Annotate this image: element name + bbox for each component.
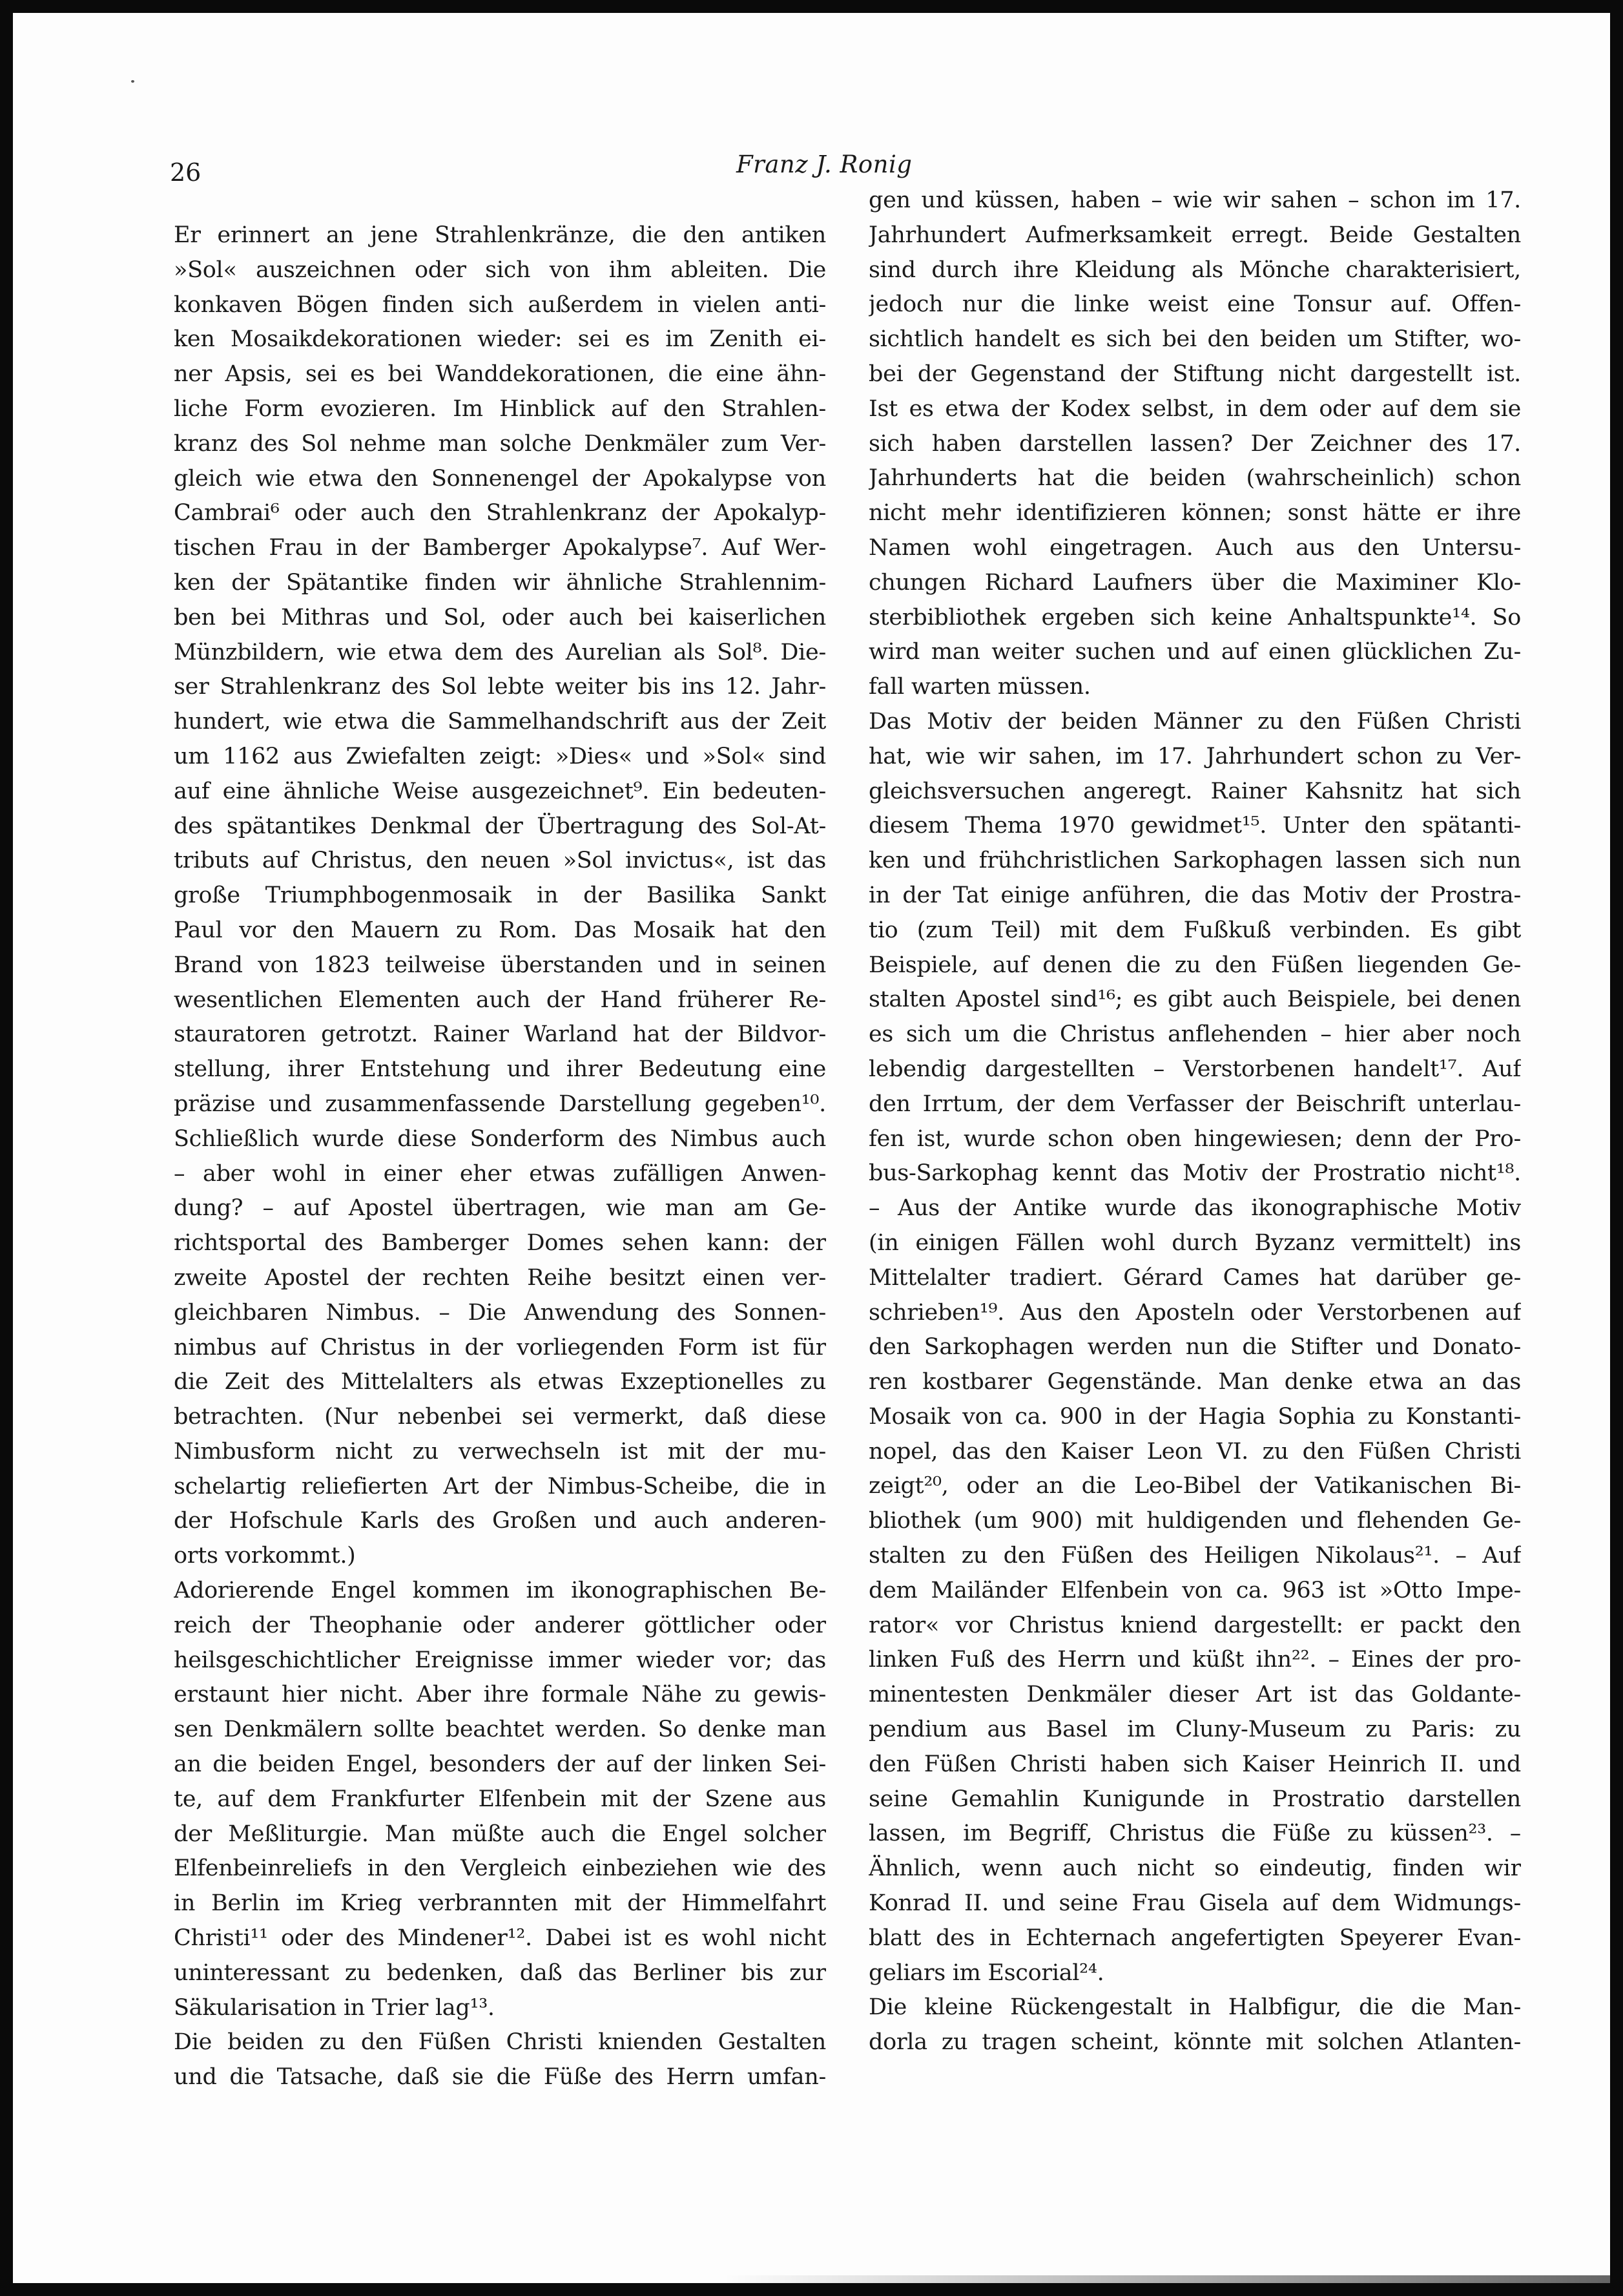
text-line: Mittelalter tradiert. Gérard Cames hat darüber ge- bbox=[869, 1264, 1521, 1291]
text-line: dung? – auf Apostel übertragen, wie man am Ge- bbox=[174, 1195, 826, 1222]
text-line: reich der Theophanie oder anderer göttlicher oder bbox=[174, 1612, 826, 1638]
page-number: 26 bbox=[170, 158, 202, 187]
text-line: Die beiden zu den Füßen Christi knienden Gestalten bbox=[174, 2029, 826, 2056]
text-line: pendium aus Basel im Cluny-Museum zu Paris: zu bbox=[869, 1717, 1521, 1743]
text-line: die Zeit des Mittelalters als etwas Exzeptionelles zu bbox=[174, 1369, 826, 1395]
text-line: tio (zum Teil) mit dem Fußkuß verbinden. Es gibt bbox=[869, 917, 1521, 943]
text-line: »Sol« auszeichnen oder sich von ihm ableiten. Die bbox=[174, 256, 826, 283]
text-line: tributs auf Christus, den neuen »Sol invictus«, ist das bbox=[174, 848, 826, 874]
text-line: kranz des Sol nehme man solche Denkmäler zum Ver- bbox=[174, 430, 826, 457]
text-line: Münzbildern, wie etwa dem des Aurelian als Sol⁸. Die- bbox=[174, 639, 826, 665]
text-line: stauratoren getrotzt. Rainer Warland hat der Bildvor- bbox=[174, 1021, 826, 1048]
text-line: nimbus auf Christus in der vorliegenden Form ist für bbox=[174, 1334, 826, 1361]
text-line: schrieben¹⁹. Aus den Aposteln oder Verstorbenen auf bbox=[869, 1299, 1521, 1326]
text-line: lebendig dargestellten – Verstorbenen handelt¹⁷. Auf bbox=[869, 1056, 1521, 1082]
text-column-left bbox=[174, 218, 826, 2095]
text-line: ben bei Mithras und Sol, oder auch bei kaiserlichen bbox=[174, 604, 826, 631]
text-line: zweite Apostel der rechten Reihe besitzt einen ver- bbox=[174, 1264, 826, 1291]
text-line: Elfenbeinreliefs in den Vergleich einbeziehen wie des bbox=[174, 1855, 826, 1882]
text-line: bei der Gegenstand der Stiftung nicht dargestellt ist. bbox=[869, 360, 1521, 387]
text-line: stellung, ihrer Entstehung und ihrer Bedeutung eine bbox=[174, 1056, 826, 1083]
text-line: in Berlin im Krieg verbrannten mit der Himmelfahrt bbox=[174, 1890, 826, 1917]
text-line: konkaven Bögen finden sich außerdem in vielen anti- bbox=[174, 291, 826, 318]
text-line: Säkularisation in Trier lag¹³. bbox=[174, 1994, 495, 2021]
text-line: minentesten Denkmäler dieser Art ist das Goldante- bbox=[869, 1682, 1521, 1708]
text-line: Ähnlich, wenn auch nicht so eindeutig, finden wir bbox=[869, 1855, 1521, 1882]
text-line: Das Motiv der beiden Männer zu den Füßen Christi bbox=[869, 708, 1521, 735]
text-line: blatt des in Echternach angefertigten Speyerer Evan- bbox=[869, 1925, 1521, 1951]
text-line: richtsportal des Bamberger Domes sehen kann: der bbox=[174, 1230, 826, 1257]
text-line: hat, wie wir sahen, im 17. Jahrhundert schon zu Ver- bbox=[869, 743, 1521, 769]
text-line: orts vorkommt.) bbox=[174, 1543, 356, 1569]
text-line: Adorierende Engel kommen im ikonographischen Be- bbox=[174, 1578, 826, 1604]
text-line: Beispiele, auf denen die zu den Füßen liegenden Ge- bbox=[869, 952, 1521, 978]
text-line: seine Gemahlin Kunigunde in Prostratio darstellen bbox=[869, 1786, 1521, 1812]
text-line: sen Denkmälern sollte beachtet werden. So denke man bbox=[174, 1717, 826, 1743]
text-line: hundert, wie etwa die Sammelhandschrift aus der Zeit bbox=[174, 709, 826, 735]
text-line: stalten zu den Füßen des Heiligen Nikolaus²¹. – Auf bbox=[869, 1543, 1521, 1569]
text-line: gleichsversuchen angeregt. Rainer Kahsnitz hat sich bbox=[869, 778, 1521, 804]
text-line: – aber wohl in einer eher etwas zufälligen Anwen- bbox=[174, 1160, 826, 1187]
text-line: gleich wie etwa den Sonnenengel der Apokalypse von bbox=[174, 465, 826, 492]
text-line: lassen, im Begriff, Christus die Füße zu küssen²³. – bbox=[869, 1821, 1521, 1847]
text-line: uninteressant zu bedenken, daß das Berliner bis zur bbox=[174, 1959, 826, 1986]
text-line: präzise und zusammenfassende Darstellung gegeben¹⁰. bbox=[174, 1091, 826, 1117]
text-line: Jahrhunderts hat die beiden (wahrscheinlich) schon bbox=[869, 465, 1521, 492]
text-line: auf eine ähnliche Weise ausgezeichnet⁹. Ein bedeuten- bbox=[174, 778, 826, 804]
text-line: Konrad II. und seine Frau Gisela auf dem Widmungs- bbox=[869, 1890, 1521, 1917]
running-head: Franz J. Ronig bbox=[736, 151, 913, 178]
text-line: dorla zu tragen scheint, könnte mit solchen Atlanten- bbox=[869, 2029, 1521, 2056]
text-line: liche Form evozieren. Im Hinblick auf den Strahlen- bbox=[174, 395, 826, 422]
text-line: erstaunt hier nicht. Aber ihre formale Nähe zu gewis- bbox=[174, 1682, 826, 1708]
text-line: fen ist, wurde schon oben hingewiesen; denn der Pro- bbox=[869, 1125, 1521, 1152]
text-line: Namen wohl eingetragen. Auch aus den Untersu- bbox=[869, 534, 1521, 561]
text-line: Ist es etwa der Kodex selbst, in dem oder auf dem sie bbox=[869, 395, 1521, 422]
text-line: bus-Sarkophag kennt das Motiv der Prostratio nicht¹⁸. bbox=[869, 1160, 1521, 1187]
scan-shadow bbox=[723, 2275, 1610, 2283]
text-line: Brand von 1823 teilweise überstanden und in seinen bbox=[174, 952, 826, 978]
text-line: sichtlich handelt es sich bei den beiden um Stifter, wo- bbox=[869, 326, 1521, 353]
text-line: an die beiden Engel, besonders der auf der linken Sei- bbox=[174, 1751, 826, 1778]
text-line: des spätantikes Denkmal der Übertragung des Sol-At- bbox=[174, 813, 826, 839]
text-line: chungen Richard Laufners über die Maximiner Klo- bbox=[869, 569, 1521, 596]
text-line: der Meßliturgie. Man müßte auch die Engel solcher bbox=[174, 1821, 826, 1847]
text-line: Die kleine Rückengestalt in Halbfigur, die die Man- bbox=[869, 1994, 1521, 2021]
text-line: gleichbaren Nimbus. – Die Anwendung des Sonnen- bbox=[174, 1299, 826, 1326]
text-line: den Füßen Christi haben sich Kaiser Heinrich II. und bbox=[869, 1751, 1521, 1777]
text-line: zeigt²⁰, oder an die Leo-Bibel der Vatikanischen Bi- bbox=[869, 1473, 1521, 1499]
text-line: große Triumphbogenmosaik in der Basilika Sankt bbox=[174, 882, 826, 909]
text-line: ken und frühchristlichen Sarkophagen lassen sich nun bbox=[869, 848, 1521, 874]
text-line: der Hofschule Karls des Großen und auch anderen- bbox=[174, 1508, 826, 1534]
text-line: wird man weiter suchen und auf einen glücklichen Zu- bbox=[869, 639, 1521, 665]
text-line: Er erinnert an jene Strahlenkränze, die den antiken bbox=[174, 222, 826, 248]
text-line: Nimbusform nicht zu verwechseln ist mit der mu- bbox=[174, 1438, 826, 1465]
text-line: jedoch nur die linke weist eine Tonsur auf. Offen- bbox=[869, 291, 1521, 318]
text-line: schelartig reliefierten Art der Nimbus-Scheibe, die in bbox=[174, 1473, 826, 1499]
text-line: fall warten müssen. bbox=[869, 674, 1091, 700]
text-line: Jahrhundert Aufmerksamkeit erregt. Beide Gestalten bbox=[869, 222, 1521, 248]
text-line: in der Tat einige anführen, die das Motiv der Prostra- bbox=[869, 882, 1521, 908]
text-line: wesentlichen Elementen auch der Hand früherer Re- bbox=[174, 986, 826, 1013]
text-line: ren kostbarer Gegenstände. Man denke etwa an das bbox=[869, 1369, 1521, 1395]
text-line: (in einigen Fällen wohl durch Byzanz vermittelt) ins bbox=[869, 1229, 1521, 1256]
text-line: Paul vor den Mauern zu Rom. Das Mosaik hat den bbox=[174, 917, 826, 943]
text-line: heilsgeschichtlicher Ereignisse immer wieder vor; das bbox=[174, 1647, 826, 1673]
text-line: um 1162 aus Zwiefalten zeigt: »Dies« und »Sol« sind bbox=[174, 743, 826, 769]
text-line: tischen Frau in der Bamberger Apokalypse⁷. Auf Wer- bbox=[174, 535, 826, 561]
text-line: nopel, das den Kaiser Leon VI. zu den Füßen Christi bbox=[869, 1438, 1521, 1465]
text-line: diesem Thema 1970 gewidmet¹⁵. Unter den spätanti- bbox=[869, 813, 1521, 839]
text-line: den Irrtum, der dem Verfasser der Beischrift unterlau- bbox=[869, 1091, 1521, 1117]
text-line: ner Apsis, sei es bei Wanddekorationen, die eine ähn- bbox=[174, 361, 826, 388]
text-line: Cambrai⁶ oder auch den Strahlenkranz der Apokalyp- bbox=[174, 500, 826, 527]
text-line: Christi¹¹ oder des Mindener¹². Dabei ist es wohl nicht bbox=[174, 1925, 826, 1952]
text-line: stalten Apostel sind¹⁶; es gibt auch Beispiele, bei denen bbox=[869, 986, 1521, 1013]
text-line: – Aus der Antike wurde das ikonographische Motiv bbox=[869, 1195, 1521, 1222]
text-line: rator« vor Christus kniend dargestellt: er packt den bbox=[869, 1612, 1521, 1638]
text-line: nicht mehr identifizieren können; sonst hätte er ihre bbox=[869, 500, 1521, 527]
scan-speck bbox=[131, 80, 134, 83]
text-line: sterbibliothek ergeben sich keine Anhaltspunkte¹⁴. So bbox=[869, 604, 1521, 631]
text-line: geliars im Escorial²⁴. bbox=[869, 1959, 1104, 1986]
text-line: betrachten. (Nur nebenbei sei vermerkt, daß diese bbox=[174, 1404, 826, 1430]
text-line: linken Fuß des Herrn und küßt ihn²². – Eines der pro- bbox=[869, 1647, 1521, 1673]
text-line: sind durch ihre Kleidung als Mönche charakterisiert, bbox=[869, 256, 1521, 283]
text-line: es sich um die Christus anflehenden – hier aber noch bbox=[869, 1021, 1521, 1048]
text-line: bliothek (um 900) mit huldigenden und flehenden Ge- bbox=[869, 1508, 1521, 1534]
text-line: den Sarkophagen werden nun die Stifter und Donato- bbox=[869, 1334, 1521, 1361]
text-line: ken der Spätantike finden wir ähnliche Strahlennim- bbox=[174, 569, 826, 596]
text-line: te, auf dem Frankfurter Elfenbein mit der Szene aus bbox=[174, 1786, 826, 1812]
text-line: ken Mosaikdekorationen wieder: sei es im Zenith ei- bbox=[174, 326, 826, 353]
text-line: Mosaik von ca. 900 in der Hagia Sophia zu Konstanti- bbox=[869, 1403, 1521, 1430]
text-line: Schließlich wurde diese Sonderform des Nimbus auch bbox=[174, 1125, 826, 1152]
text-column-right bbox=[869, 183, 1521, 2060]
text-line: gen und küssen, haben – wie wir sahen – schon im 17. bbox=[869, 187, 1521, 213]
text-line: dem Mailänder Elfenbein von ca. 963 ist »Otto Impe- bbox=[869, 1577, 1521, 1603]
text-line: sich haben darstellen lassen? Der Zeichner des 17. bbox=[869, 430, 1521, 457]
text-line: ser Strahlenkranz des Sol lebte weiter bis ins 12. Jahr- bbox=[174, 674, 826, 700]
text-line: und die Tatsache, daß sie die Füße des Herrn umfan- bbox=[174, 2064, 826, 2091]
